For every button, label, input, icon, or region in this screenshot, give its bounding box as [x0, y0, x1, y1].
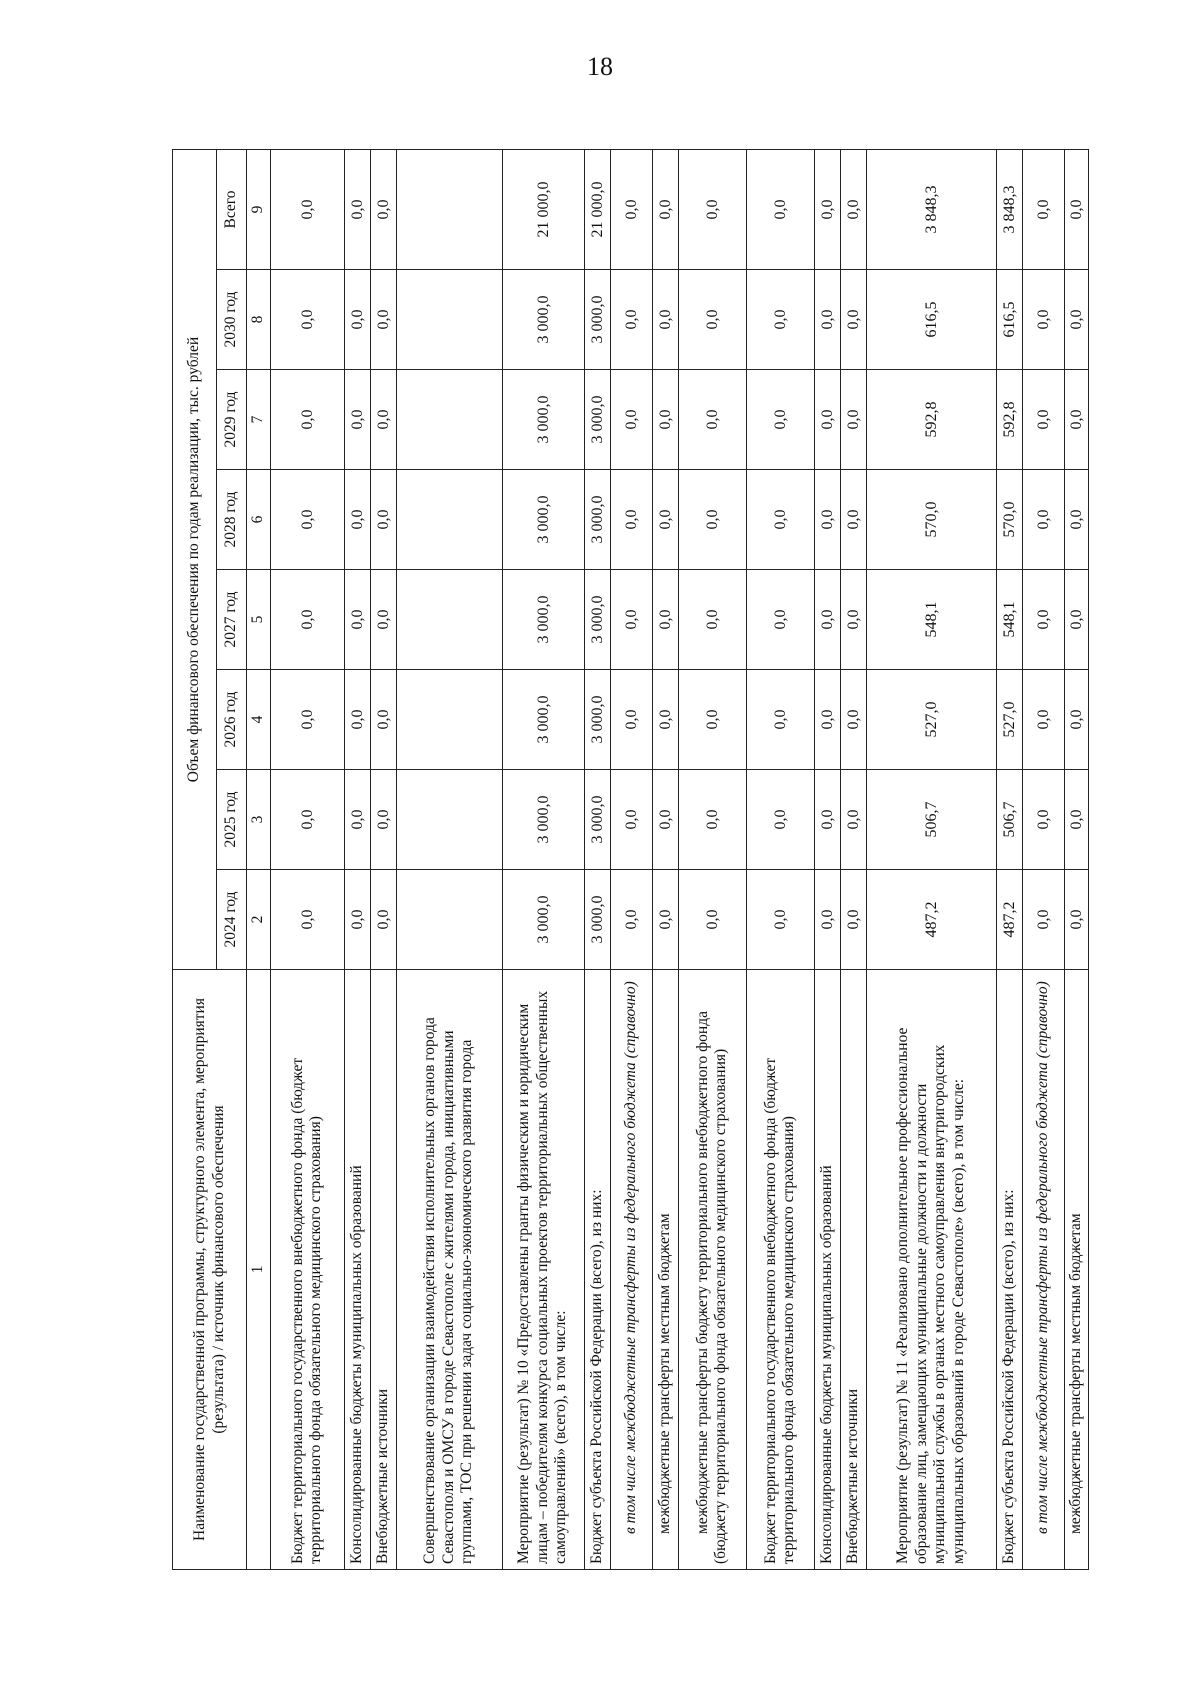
header-year: 2025 год [217, 770, 247, 870]
row-value: 0,0 [678, 870, 746, 970]
row-value: 0,0 [1064, 570, 1088, 670]
row-total: 0,0 [270, 150, 344, 270]
row-value: 0,0 [678, 270, 746, 370]
row-value: 3 000,0 [584, 670, 610, 770]
row-value: 0,0 [1022, 470, 1064, 570]
row-value: 0,0 [370, 870, 396, 970]
row-value: 0,0 [344, 270, 370, 370]
row-value: 0,0 [1064, 370, 1088, 470]
row-value: 3 000,0 [502, 470, 584, 570]
row-label: межбюджетные трансферты местным бюджетам [652, 970, 678, 1570]
row-value: 0,0 [344, 370, 370, 470]
financing-table [172, 149, 1089, 1570]
row-total: 0,0 [344, 150, 370, 270]
header-year: 2027 год [217, 570, 247, 670]
row-label: Внебюджетные источники [840, 970, 866, 1570]
row-value: 3 000,0 [502, 670, 584, 770]
row-total: 0,0 [1022, 150, 1064, 270]
table-row [678, 150, 746, 1570]
row-value: 592,8 [996, 370, 1022, 470]
row-value: 0,0 [746, 870, 814, 970]
row-label: Мероприятие (результат) № 11 «Реализовано дополнительное профессиональное образование лиц, замещающих муниципальные должности и должности муниципальной службы в органах местного самоуправления внутригородских муниципальных образований в городе Севастополе» (всего), в том числе: [866, 970, 996, 1570]
row-value: 0,0 [1064, 470, 1088, 570]
table-row [584, 150, 610, 1570]
row-value: 3 000,0 [502, 770, 584, 870]
row-value: 0,0 [370, 370, 396, 470]
row-value: 3 000,0 [584, 570, 610, 670]
row-total: 3 848,3 [996, 150, 1022, 270]
row-value: 0,0 [814, 470, 840, 570]
page-number: 18 [587, 52, 613, 81]
row-value: 616,5 [866, 270, 996, 370]
row-total: 0,0 [652, 150, 678, 270]
column-number: 5 [247, 570, 271, 670]
header-total: Всего [217, 150, 247, 270]
row-total: 21 000,0 [502, 150, 584, 270]
row-value: 487,2 [866, 870, 996, 970]
row-label: Бюджет территориального государственного внебюджетного фонда (бюджет территориального фонда обязательного медицинского страхования) [270, 970, 344, 1570]
row-value: 0,0 [1022, 670, 1064, 770]
column-number: 1 [247, 970, 271, 1570]
row-value: 0,0 [370, 470, 396, 570]
header-year: 2030 год [217, 270, 247, 370]
column-number: 3 [247, 770, 271, 870]
row-value: 0,0 [610, 670, 652, 770]
row-label: межбюджетные трансферты местным бюджетам [1064, 970, 1088, 1570]
row-value: 0,0 [344, 770, 370, 870]
row-value: 0,0 [678, 470, 746, 570]
row-value: 0,0 [840, 570, 866, 670]
row-value: 0,0 [652, 570, 678, 670]
table-row [502, 150, 584, 1570]
header-volume-title: Объем финансового обеспечения по годам реализации, тыс. рублей [173, 150, 217, 970]
row-value: 0,0 [746, 470, 814, 570]
table-row [344, 150, 370, 1570]
table-row [840, 150, 866, 1570]
row-total: 0,0 [840, 150, 866, 270]
row-value: 0,0 [840, 470, 866, 570]
row-value: 0,0 [610, 470, 652, 570]
table-row [866, 150, 996, 1570]
column-number: 9 [247, 150, 271, 270]
row-value: 527,0 [866, 670, 996, 770]
row-value: 0,0 [270, 270, 344, 370]
row-value: 0,0 [746, 670, 814, 770]
row-value: 592,8 [866, 370, 996, 470]
row-value: 570,0 [866, 470, 996, 570]
row-value: 0,0 [344, 670, 370, 770]
row-total: 21 000,0 [584, 150, 610, 270]
row-value [396, 470, 502, 570]
row-value: 0,0 [746, 770, 814, 870]
row-value: 0,0 [678, 370, 746, 470]
header-year: 2026 год [217, 670, 247, 770]
row-value: 0,0 [270, 570, 344, 670]
row-value: 0,0 [678, 570, 746, 670]
row-value: 0,0 [840, 670, 866, 770]
row-value: 0,0 [652, 670, 678, 770]
row-value: 0,0 [814, 870, 840, 970]
row-value: 0,0 [652, 270, 678, 370]
row-value: 0,0 [678, 770, 746, 870]
column-number: 2 [247, 870, 271, 970]
table-row [996, 150, 1022, 1570]
row-total: 0,0 [746, 150, 814, 270]
row-value: 0,0 [814, 670, 840, 770]
row-value: 0,0 [610, 870, 652, 970]
header-name-column: Наименование государственной программы, структурного элемента, мероприятия (результата) / источник финансового обеспечения [173, 970, 247, 1570]
row-total [396, 150, 502, 270]
row-value: 0,0 [370, 570, 396, 670]
row-value: 0,0 [370, 770, 396, 870]
row-value: 570,0 [996, 470, 1022, 570]
row-value [396, 770, 502, 870]
row-value: 0,0 [746, 270, 814, 370]
row-value: 0,0 [610, 370, 652, 470]
row-label: Бюджет субъекта Российской Федерации (всего), из них: [996, 970, 1022, 1570]
table-body [270, 150, 1088, 1570]
row-label: Консолидированные бюджеты муниципальных образований [344, 970, 370, 1570]
row-value: 3 000,0 [584, 870, 610, 970]
row-value: 0,0 [746, 370, 814, 470]
row-value: 0,0 [746, 570, 814, 670]
row-value [396, 570, 502, 670]
row-total: 0,0 [370, 150, 396, 270]
header-year: 2029 год [217, 370, 247, 470]
row-value: 0,0 [814, 570, 840, 670]
row-value: 3 000,0 [502, 270, 584, 370]
row-value [396, 270, 502, 370]
row-value: 506,7 [866, 770, 996, 870]
row-value: 3 000,0 [584, 470, 610, 570]
row-label: Бюджет субъекта Российской Федерации (всего), из них: [584, 970, 610, 1570]
row-value: 0,0 [814, 270, 840, 370]
table-row [1064, 150, 1088, 1570]
row-total: 3 848,3 [866, 150, 996, 270]
row-value: 0,0 [1022, 870, 1064, 970]
table-row [652, 150, 678, 1570]
row-value: 0,0 [270, 770, 344, 870]
header-year: 2024 год [217, 870, 247, 970]
row-value: 0,0 [270, 370, 344, 470]
rotated-table-container [172, 150, 1102, 1570]
column-number: 7 [247, 370, 271, 470]
row-value: 0,0 [344, 570, 370, 670]
row-value: 0,0 [840, 370, 866, 470]
row-label: в том числе межбюджетные трансферты из федерального бюджета (справочно) [1022, 970, 1064, 1570]
row-value: 0,0 [814, 770, 840, 870]
table-row [370, 150, 396, 1570]
row-label: Мероприятие (результат) № 10 «Предоставлены гранты физическим и юридическим лицам – победителям конкурса социальных проектов территориальных общественных самоуправлений» (всего), в том числе: [502, 970, 584, 1570]
row-value: 548,1 [996, 570, 1022, 670]
row-label: в том числе межбюджетные трансферты из федерального бюджета (справочно) [610, 970, 652, 1570]
table-row [396, 150, 502, 1570]
header-year: 2028 год [217, 470, 247, 570]
row-total: 0,0 [1064, 150, 1088, 270]
row-value: 0,0 [370, 670, 396, 770]
row-value: 0,0 [652, 870, 678, 970]
row-value [396, 370, 502, 470]
row-value: 506,7 [996, 770, 1022, 870]
row-label: Совершенствование организации взаимодействия исполнительных органов города Севастополя и ОМСУ в городе Севастополе с жителями города, инициативными группами, ТОС при решении задач социально-экономического развития города [396, 970, 502, 1570]
row-value: 548,1 [866, 570, 996, 670]
row-value: 0,0 [344, 870, 370, 970]
row-total: 0,0 [814, 150, 840, 270]
column-number: 6 [247, 470, 271, 570]
row-value: 0,0 [814, 370, 840, 470]
row-value: 0,0 [1064, 270, 1088, 370]
table-row [270, 150, 344, 1570]
row-value: 0,0 [1022, 770, 1064, 870]
row-value: 0,0 [610, 570, 652, 670]
row-value: 0,0 [370, 270, 396, 370]
row-value: 0,0 [610, 770, 652, 870]
row-value: 0,0 [270, 670, 344, 770]
row-value: 616,5 [996, 270, 1022, 370]
row-value: 0,0 [1064, 770, 1088, 870]
row-value: 0,0 [652, 470, 678, 570]
row-value: 0,0 [652, 370, 678, 470]
row-value: 3 000,0 [502, 370, 584, 470]
table-row [610, 150, 652, 1570]
row-value [396, 670, 502, 770]
row-label: Консолидированные бюджеты муниципальных образований [814, 970, 840, 1570]
table-row [814, 150, 840, 1570]
row-value: 0,0 [270, 870, 344, 970]
row-value: 3 000,0 [502, 870, 584, 970]
table-row [1022, 150, 1064, 1570]
column-number: 8 [247, 270, 271, 370]
row-value: 0,0 [678, 670, 746, 770]
row-value: 0,0 [840, 870, 866, 970]
row-value: 0,0 [1022, 570, 1064, 670]
row-value: 3 000,0 [584, 770, 610, 870]
row-total: 0,0 [610, 150, 652, 270]
row-value: 0,0 [1022, 270, 1064, 370]
row-total: 0,0 [678, 150, 746, 270]
row-value: 0,0 [840, 770, 866, 870]
row-label: Бюджет территориального государственного внебюджетного фонда (бюджет территориального фонда обязательного медицинского страхования) [746, 970, 814, 1570]
row-value: 3 000,0 [584, 370, 610, 470]
row-label: Внебюджетные источники [370, 970, 396, 1570]
column-number: 4 [247, 670, 271, 770]
row-value: 3 000,0 [502, 570, 584, 670]
row-value: 0,0 [610, 270, 652, 370]
row-value: 527,0 [996, 670, 1022, 770]
row-label: межбюджетные трансферты бюджету территориального внебюджетного фонда (бюджету территориального фонда обязательного медицинского страхования) [678, 970, 746, 1570]
row-value: 0,0 [1064, 670, 1088, 770]
row-value: 3 000,0 [584, 270, 610, 370]
row-value: 487,2 [996, 870, 1022, 970]
row-value: 0,0 [1064, 870, 1088, 970]
table-row [746, 150, 814, 1570]
row-value: 0,0 [270, 470, 344, 570]
row-value: 0,0 [652, 770, 678, 870]
row-value: 0,0 [840, 270, 866, 370]
row-value: 0,0 [1022, 370, 1064, 470]
row-value: 0,0 [344, 470, 370, 570]
row-value [396, 870, 502, 970]
